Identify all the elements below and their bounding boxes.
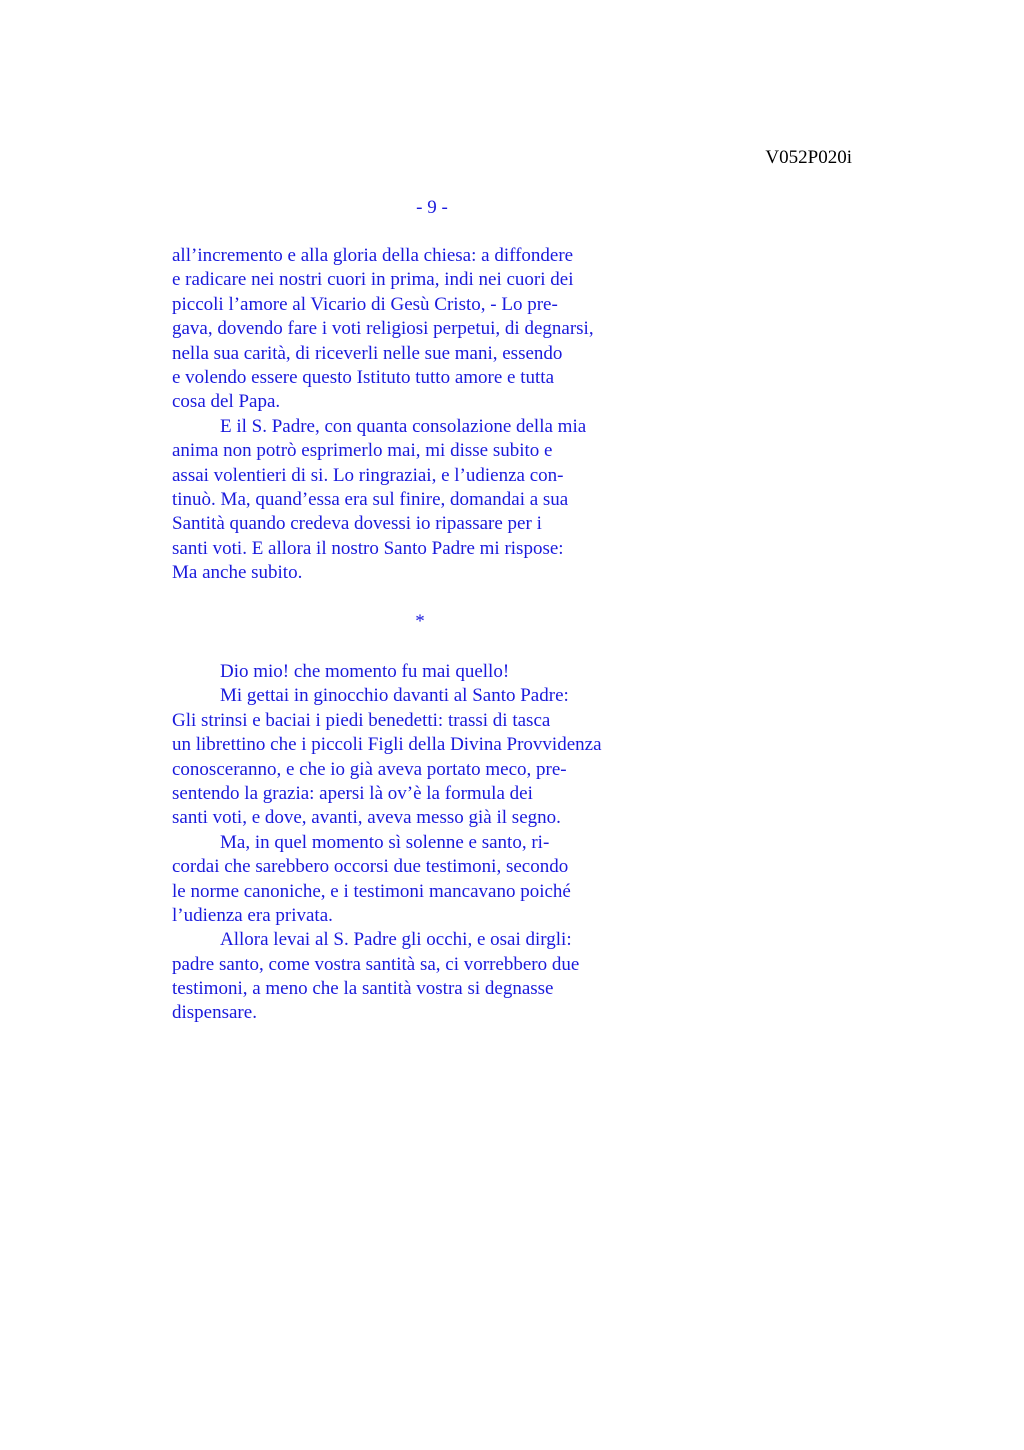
document-id: V052P020i — [765, 147, 852, 168]
text-line-indented: Dio mio! che momento fu mai quello! — [220, 661, 510, 682]
text-line: Ma anche subito. — [172, 562, 303, 584]
text-line-indented: Ma, in quel momento sì solenne e santo, ri- — [220, 831, 550, 853]
text-line: Santità quando credeva dovessi io ripassare per i — [172, 513, 542, 535]
text-line: assai volentieri di si. Lo ringraziai, e l’udienza con- — [172, 464, 564, 486]
text-line: cordai che sarebbero occorsi due testimoni, secondo — [172, 856, 569, 878]
text-line: dispensare. — [172, 1002, 257, 1024]
text-line: sentendo la grazia: apersi là ov’è la formula dei — [172, 782, 533, 804]
text-line: gava, dovendo fare i voti religiosi perpetui, di degnarsi, — [172, 318, 594, 340]
text-line: e radicare nei nostri cuori in prima, indi nei cuori dei — [172, 269, 574, 291]
text-line-indented: E il S. Padre, con quanta consolazione della mia — [220, 415, 587, 437]
text-line-indented: Mi gettai in ginocchio davanti al Santo Padre: — [220, 685, 569, 707]
text-line: un librettino che i piccoli Figli della Divina Provvidenza — [172, 734, 602, 756]
text-line: santi voti, e dove, avanti, aveva messo già il segno. — [172, 807, 561, 829]
text-line: nella sua carità, di riceverli nelle sue mani, essendo — [172, 342, 563, 364]
text-block-second — [172, 660, 652, 1026]
text-line: anima non potrò esprimerlo mai, mi disse subito e — [172, 440, 553, 462]
text-line: tinuò. Ma, quand’essa era sul finire, domandai a sua — [172, 488, 569, 510]
text-line: e volendo essere questo Istituto tutto amore e tutta — [172, 366, 555, 388]
text-line: l’udienza era privata. — [172, 904, 333, 926]
text-line: testimoni, a meno che la santità vostra si degnasse — [172, 978, 554, 1000]
page-number: - 9 - — [416, 197, 448, 218]
text-line: padre santo, come vostra santità sa, ci vorrebbero due — [172, 953, 580, 975]
text-line: all’incremento e alla gloria della chiesa: a diffondere — [172, 245, 574, 266]
section-separator: * — [415, 611, 425, 632]
text-line: Gli strinsi e baciai i piedi benedetti: trassi di tasca — [172, 709, 551, 731]
text-line-indented: Allora levai al S. Padre gli occhi, e osai dirgli: — [220, 929, 572, 951]
text-line: le norme canoniche, e i testimoni mancavano poiché — [172, 880, 571, 902]
text-block-first — [172, 244, 652, 585]
text-line: piccoli l’amore al Vicario di Gesù Cristo, - Lo pre- — [172, 293, 558, 315]
text-line: cosa del Papa. — [172, 391, 281, 413]
text-line: santi voti. E allora il nostro Santo Padre mi rispose: — [172, 537, 564, 559]
text-line: conosceranno, e che io già aveva portato meco, pre- — [172, 758, 567, 780]
